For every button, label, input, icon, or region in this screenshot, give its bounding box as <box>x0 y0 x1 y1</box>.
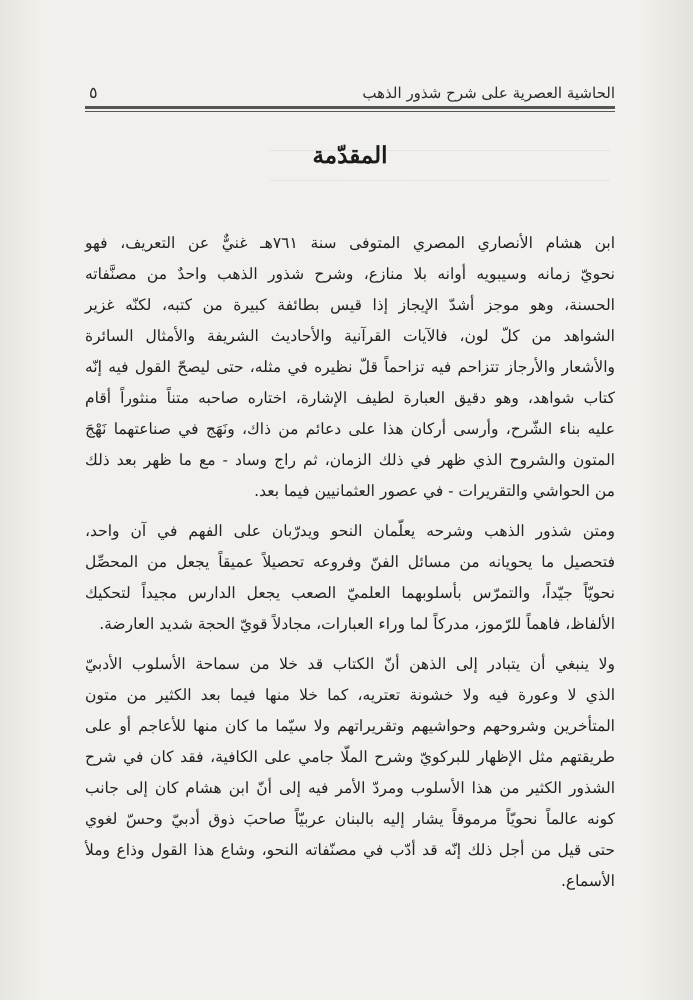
header-rule-thin <box>85 111 615 112</box>
paragraph <box>85 228 615 507</box>
paragraph <box>85 649 615 897</box>
page-header <box>85 74 615 102</box>
text-line: والأشعار والأرجاز تتزاحم فيه تزاحماً قلّ نظيره في مثله، حتى ليصحّ القول فيه إنّه <box>85 358 615 376</box>
text-line: نحويّاً جيّداً، والتمرّس بأسلوبهما العلميّ الصعب يجعل الدارس مجيداً لتحكيك <box>85 584 615 602</box>
text-line: الأسماع. <box>561 872 615 890</box>
text-line: الحسنة، وهو موجز أشدّ الإيجاز إذا قيس بطائفة كبيرة من كتبه، لكنّه غزير <box>85 296 615 314</box>
section-heading: المقدّمة <box>312 142 388 169</box>
text-line: الشذور الكثير من هذا الأسلوب ومردّ الأمر فيه إلى أنّ ابن هشام كان إلى جانب <box>85 779 615 797</box>
text-line: ومتن شذور الذهب وشرحه يعلّمان النحو ويدرّبان على الفهم في آن واحد، <box>85 522 615 540</box>
text-line: الذي لا وعورة فيه ولا خشونة تعتريه، كما خلا منها فيما بعد الكثير من متون <box>85 686 615 704</box>
body-text <box>85 228 615 897</box>
text-line: المتون والشروح الذي ظهر في ذلك الزمان، ثم راج وساد - مع ما ظهر بعد ذلك <box>85 451 615 469</box>
text-line: الألفاظ، فاهماً للرّموز، مدركاً لما وراء العبارات، مجادلاً قويّ الحجة شديد العارضة. <box>99 615 615 633</box>
text-line: فتحصيل ما يحويانه من مسائل الفنّ وفروعه تحصيلاً عميقاً يجعل من المحصِّل <box>85 553 615 571</box>
text-line: ولا ينبغي أن يتبادر إلى الذهن أنّ الكتاب قد خلا من سماحة الأسلوب الأدبيّ <box>85 655 615 673</box>
text-line: الشواهد من كلّ لون، فالآيات القرآنية والأحاديث الشريفة والأمثال السائرة <box>85 327 615 345</box>
text-line: من الحواشي والتقريرات - في عصور العثمانيين فيما بعد. <box>254 482 615 500</box>
bleed-through <box>270 180 610 181</box>
text-line: حتى قيل من أجل ذلك إنّه قد أدّب في مصنّفاته النحو، وشاع هذا القول وذاع وملأ <box>85 841 615 859</box>
paragraph <box>85 516 615 640</box>
header-rule-thick <box>85 106 615 109</box>
text-line: نحويّ زمانه وسيبويه أوانه بلا منازع، وشرح شذور الذهب واحدٌ من مصنَّفاته <box>85 265 615 283</box>
text-line: المتأخرين وشروحهم وحواشيهم وتقريراتهم ولا سيّما ما كان منها للأعاجم أو على <box>85 717 615 735</box>
text-line: طريقتهم مثل الإظهار للبركويّ وشرح الملّا جامي على الكافية، فقد كان في شرح <box>85 748 615 766</box>
text-line: ابن هشام الأنصاري المصري المتوفى سنة ٧٦١هـ غنيٌّ عن التعريف، فهو <box>85 234 615 252</box>
text-line: كتاب شواهد، وهو دقيق العبارة لطيف الإشارة، اختاره صاحبه متناً منثوراً أقام <box>85 389 615 407</box>
running-title: الحاشية العصرية على شرح شذور الذهب <box>362 84 615 102</box>
text-line: عليه بناء الشّرح، وأرسى أركان هذا على دعائم من ذاك، ونَهَج في صناعتهما نَهْجَ <box>85 420 615 438</box>
page-number: ٥ <box>89 83 98 102</box>
text-line: كونه عالماً نحويّاً مرموقاً يشار إليه بالبنان عربيّاً صاحبَ ذوق أدبيّ وحسّ لغوي <box>85 810 615 828</box>
